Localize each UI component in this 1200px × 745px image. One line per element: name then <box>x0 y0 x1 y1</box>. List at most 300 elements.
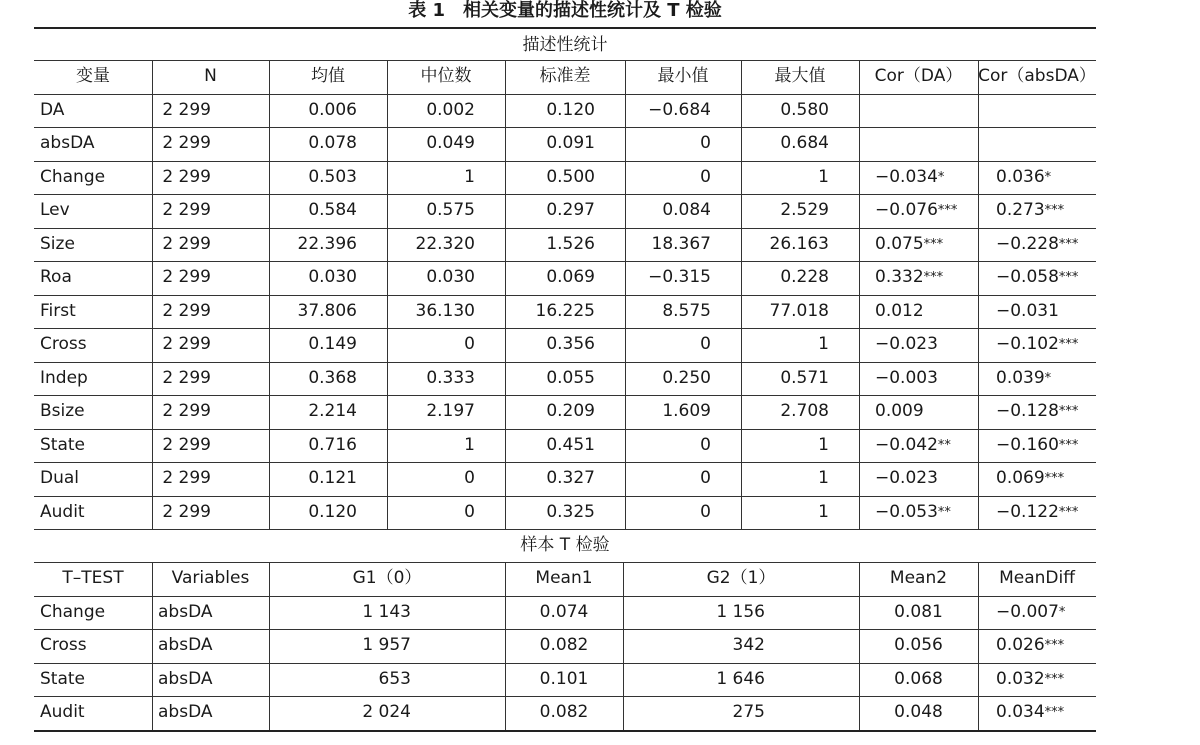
ttest-cell-mean2 <box>859 629 978 663</box>
ttest-header-cell-value: Mean2 <box>889 568 948 588</box>
desc-cell-cor-absda <box>996 496 1096 530</box>
desc-header-cell <box>269 60 387 94</box>
desc-cell-mean <box>269 161 357 195</box>
ttest-header-cell-value: T–TEST <box>62 568 124 588</box>
desc-header-cell <box>34 60 152 94</box>
desc-cell-n <box>152 362 211 396</box>
ttest-cell-g2 <box>623 629 765 663</box>
desc-cell-cor-da-value: −0.034 <box>875 166 938 187</box>
desc-cell-cor-absda <box>996 127 1096 161</box>
desc-cell-max-value: 0.228 <box>780 267 829 287</box>
desc-row-label-value: Cross <box>40 334 87 354</box>
desc-cell-n-value: 2 299 <box>162 267 211 287</box>
desc-cell-n <box>152 228 211 262</box>
desc-cell-mean-value: 0.030 <box>308 267 357 287</box>
significance-stars: ** <box>937 437 951 453</box>
desc-row-label-value: Lev <box>40 200 70 220</box>
rule-ttest-column <box>505 562 506 730</box>
desc-cell-min <box>625 194 711 228</box>
desc-cell-cor-da <box>875 161 978 195</box>
rule-desc-column <box>625 60 626 529</box>
desc-cell-mean-value: 2.214 <box>308 401 357 421</box>
desc-row-label <box>40 261 152 295</box>
desc-cell-median <box>387 429 475 463</box>
significance-stars: * <box>1044 169 1052 185</box>
desc-cell-cor-absda <box>996 194 1096 228</box>
desc-cell-cor-da-value: −0.023 <box>875 468 938 488</box>
ttest-cell-mean1-value: 0.074 <box>539 601 589 622</box>
desc-cell-cor-da <box>875 462 978 496</box>
significance-stars: *** <box>923 270 944 285</box>
desc-row-label <box>40 94 152 128</box>
desc-cell-n <box>152 295 211 329</box>
desc-cell-cor-da-value: 0.332 <box>875 267 924 287</box>
desc-cell-max-value: 0.571 <box>780 367 829 388</box>
desc-cell-sd <box>505 328 595 362</box>
desc-cell-n <box>152 395 211 429</box>
desc-cell-mean-value: 0.078 <box>308 133 357 153</box>
desc-cell-sd <box>505 429 595 463</box>
desc-cell-median <box>387 261 475 295</box>
desc-cell-n-value: 2 299 <box>162 367 211 388</box>
ttest-header-cell <box>505 562 623 596</box>
desc-cell-mean-value: 0.368 <box>308 367 357 388</box>
rule-ttest-column <box>269 562 270 730</box>
desc-row-label <box>40 496 152 530</box>
significance-stars: *** <box>1058 337 1079 352</box>
desc-row-label <box>40 127 152 161</box>
desc-cell-cor-da <box>875 362 978 396</box>
desc-cell-mean-value: 0.584 <box>308 200 357 220</box>
desc-cell-n <box>152 127 211 161</box>
desc-cell-n <box>152 161 211 195</box>
desc-cell-median <box>387 328 475 362</box>
desc-cell-n <box>152 496 211 530</box>
desc-cell-sd <box>505 462 595 496</box>
desc-cell-median <box>387 295 475 329</box>
desc-header-cell <box>978 60 1096 94</box>
desc-cell-cor-absda-value: 0.036 <box>996 166 1045 187</box>
desc-cell-median-value: 0 <box>464 501 475 522</box>
significance-stars: *** <box>1058 437 1079 453</box>
desc-cell-max <box>741 94 829 128</box>
ttest-header-cell <box>152 562 269 596</box>
desc-cell-cor-absda <box>996 228 1096 262</box>
ttest-cell-mean1-value: 0.082 <box>539 635 589 655</box>
ttest-cell-g2-value: 1 646 <box>716 668 765 689</box>
desc-header-cell-value: Cor（absDA） <box>978 66 1096 86</box>
desc-cell-sd <box>505 127 595 161</box>
desc-cell-cor-absda-value: −0.228 <box>996 233 1059 254</box>
ttest-cell-g2-value: 1 156 <box>716 601 765 622</box>
desc-header-cell <box>741 60 859 94</box>
desc-cell-median <box>387 395 475 429</box>
desc-row-label <box>40 194 152 228</box>
desc-cell-median-value: 0.333 <box>426 367 475 388</box>
desc-cell-sd <box>505 295 595 329</box>
desc-cell-cor-da <box>875 429 978 463</box>
ttest-cell-var <box>158 696 269 730</box>
desc-cell-mean-value: 0.503 <box>308 166 357 187</box>
rule-desc-column <box>741 60 742 529</box>
desc-cell-median <box>387 362 475 396</box>
desc-cell-max <box>741 127 829 161</box>
ttest-cell-test-value: Change <box>40 601 106 622</box>
desc-header-cell <box>859 60 978 94</box>
ttest-cell-mean1 <box>505 696 623 730</box>
desc-cell-sd-value: 0.069 <box>546 267 595 287</box>
desc-row-label-value: Indep <box>40 367 88 388</box>
desc-cell-cor-da <box>875 496 978 530</box>
ttest-cell-var-value: absDA <box>158 702 213 722</box>
desc-cell-max-value: 1 <box>818 468 829 488</box>
rule-ttest-column <box>623 562 624 730</box>
desc-cell-max <box>741 194 829 228</box>
ttest-cell-g1-value: 2 024 <box>362 702 411 722</box>
desc-cell-max-value: 1 <box>818 434 829 455</box>
desc-cell-min-value: 0 <box>700 133 711 153</box>
desc-row-label-value: Bsize <box>40 401 85 421</box>
desc-row-label-value: Size <box>40 233 75 254</box>
desc-cell-median-value: 36.130 <box>415 300 475 321</box>
desc-cell-cor-da <box>875 194 978 228</box>
ttest-cell-test <box>40 663 152 697</box>
ttest-header-cell <box>978 562 1096 596</box>
section-title-descriptive: 描述性统计 <box>522 35 608 55</box>
significance-stars: *** <box>1058 504 1079 520</box>
significance-stars: ** <box>937 504 951 520</box>
desc-cell-n-value: 2 299 <box>162 200 211 220</box>
desc-cell-mean <box>269 362 357 396</box>
desc-cell-n-value: 2 299 <box>162 133 211 153</box>
desc-cell-mean <box>269 194 357 228</box>
desc-cell-median-value: 0 <box>464 468 475 488</box>
desc-cell-min-value: −0.315 <box>648 267 711 287</box>
ttest-cell-g1 <box>269 696 411 730</box>
desc-cell-min <box>625 462 711 496</box>
ttest-cell-test-value: Audit <box>40 702 85 722</box>
significance-stars: *** <box>923 236 944 252</box>
desc-cell-cor-da-value: 0.012 <box>875 300 924 321</box>
desc-cell-cor-absda-value: 0.069 <box>996 468 1045 488</box>
desc-cell-max <box>741 395 829 429</box>
desc-cell-median-value: 1 <box>464 166 475 187</box>
desc-header-cell <box>387 60 505 94</box>
desc-cell-cor-absda <box>996 429 1096 463</box>
desc-header-cell-value: 最大值 <box>774 66 826 86</box>
rule-ttest-column <box>152 562 153 730</box>
desc-header-cell-value: 均值 <box>311 66 345 86</box>
desc-cell-cor-absda-value: 0.273 <box>996 200 1045 220</box>
desc-row-label-value: First <box>40 300 76 321</box>
table-title: 表 1 相关变量的描述性统计及 T 检验 <box>408 0 722 21</box>
desc-cell-max <box>741 261 829 295</box>
ttest-cell-mean1 <box>505 629 623 663</box>
desc-cell-mean <box>269 295 357 329</box>
desc-cell-min <box>625 362 711 396</box>
ttest-cell-diff <box>996 696 1096 730</box>
desc-cell-sd-value: 0.091 <box>546 133 595 153</box>
desc-cell-cor-da-value: −0.053 <box>875 501 938 522</box>
desc-cell-sd-value: 0.451 <box>546 434 595 455</box>
desc-cell-sd-value: 1.526 <box>546 233 595 254</box>
rule-ttest-column <box>978 562 979 730</box>
desc-cell-n-value: 2 299 <box>162 501 211 522</box>
ttest-cell-g2-value: 342 <box>732 635 765 655</box>
desc-cell-max-value: 0.684 <box>780 133 829 153</box>
desc-cell-mean <box>269 228 357 262</box>
desc-cell-cor-absda <box>996 462 1096 496</box>
desc-cell-mean-value: 22.396 <box>297 233 357 254</box>
desc-cell-min <box>625 261 711 295</box>
significance-stars: * <box>937 169 945 185</box>
desc-cell-cor-absda-value: −0.058 <box>996 267 1059 287</box>
desc-cell-n <box>152 462 211 496</box>
ttest-cell-g1-value: 1 957 <box>362 635 411 655</box>
desc-cell-cor-absda <box>996 161 1096 195</box>
desc-cell-median-value: 0 <box>464 334 475 354</box>
desc-cell-mean <box>269 429 357 463</box>
desc-cell-min <box>625 228 711 262</box>
rule-desc-column <box>387 60 388 529</box>
desc-cell-cor-da <box>875 228 978 262</box>
desc-cell-n <box>152 194 211 228</box>
ttest-cell-test <box>40 596 152 630</box>
desc-cell-cor-da <box>875 127 978 161</box>
desc-cell-min-value: 0 <box>700 434 711 455</box>
ttest-cell-mean2-value: 0.081 <box>894 601 943 622</box>
desc-cell-max <box>741 228 829 262</box>
desc-cell-min-value: 0 <box>700 166 711 187</box>
desc-cell-mean <box>269 328 357 362</box>
desc-cell-min <box>625 295 711 329</box>
desc-cell-sd-value: 0.500 <box>546 166 595 187</box>
desc-cell-mean-value: 0.121 <box>308 468 357 488</box>
desc-cell-mean-value: 37.806 <box>297 300 357 321</box>
desc-cell-max <box>741 328 829 362</box>
ttest-cell-g2 <box>623 596 765 630</box>
desc-cell-median-value: 2.197 <box>426 401 475 421</box>
ttest-cell-var <box>158 596 269 630</box>
significance-stars: * <box>1044 370 1052 386</box>
significance-stars: * <box>1058 604 1066 620</box>
desc-header-cell-value: 中位数 <box>420 66 472 86</box>
desc-cell-cor-da <box>875 395 978 429</box>
ttest-cell-diff-value: 0.034 <box>996 702 1045 722</box>
significance-stars: *** <box>1058 236 1079 252</box>
section-title-ttest: 样本 T 检验 <box>520 535 610 555</box>
desc-cell-min <box>625 94 711 128</box>
desc-cell-median <box>387 194 475 228</box>
ttest-cell-mean2-value: 0.056 <box>894 635 943 655</box>
desc-cell-mean-value: 0.120 <box>308 501 357 522</box>
desc-cell-n <box>152 429 211 463</box>
desc-row-label-value: State <box>40 434 85 455</box>
desc-cell-cor-absda-value: −0.102 <box>996 334 1059 354</box>
desc-cell-min-value: 18.367 <box>651 233 711 254</box>
desc-cell-cor-da <box>875 261 978 295</box>
rule-desc-column <box>269 60 270 529</box>
ttest-cell-var-value: absDA <box>158 635 213 655</box>
ttest-header-cell <box>623 562 859 596</box>
ttest-cell-g2-value: 275 <box>732 702 765 722</box>
ttest-cell-test-value: Cross <box>40 635 87 655</box>
rule-ttest-column <box>859 562 860 730</box>
desc-cell-median <box>387 161 475 195</box>
desc-cell-max <box>741 161 829 195</box>
desc-cell-sd <box>505 261 595 295</box>
desc-cell-sd-value: 0.297 <box>546 200 595 220</box>
ttest-cell-var-value: absDA <box>158 601 213 622</box>
desc-cell-mean <box>269 462 357 496</box>
desc-cell-n <box>152 94 211 128</box>
significance-stars: *** <box>1044 471 1065 486</box>
desc-cell-n-value: 2 299 <box>162 233 211 254</box>
desc-cell-max <box>741 295 829 329</box>
desc-cell-min-value: 1.609 <box>662 401 711 421</box>
ttest-cell-g1 <box>269 596 411 630</box>
ttest-header-cell-value: MeanDiff <box>999 568 1075 588</box>
desc-row-label-value: Dual <box>40 468 80 488</box>
rule-ttest-row <box>34 730 1096 732</box>
desc-cell-max-value: 2.529 <box>780 200 829 220</box>
desc-header-cell <box>505 60 625 94</box>
desc-cell-sd-value: 0.209 <box>546 401 595 421</box>
ttest-header-cell <box>34 562 152 596</box>
desc-cell-cor-absda <box>996 261 1096 295</box>
ttest-cell-test <box>40 629 152 663</box>
desc-cell-mean <box>269 127 357 161</box>
desc-row-label-value: Roa <box>40 267 72 287</box>
desc-cell-n-value: 2 299 <box>162 434 211 455</box>
desc-cell-max <box>741 362 829 396</box>
desc-cell-max <box>741 429 829 463</box>
desc-cell-sd-value: 0.356 <box>546 334 595 354</box>
ttest-header-cell <box>859 562 978 596</box>
desc-cell-cor-absda-value: −0.122 <box>996 501 1059 522</box>
ttest-cell-diff <box>996 663 1096 697</box>
desc-cell-median-value: 0.575 <box>426 200 475 220</box>
desc-cell-min-value: 0.084 <box>662 200 711 220</box>
desc-header-cell-value: 变量 <box>76 66 110 86</box>
desc-row-label <box>40 295 152 329</box>
desc-row-label <box>40 395 152 429</box>
ttest-cell-diff-value: 0.026 <box>996 635 1045 655</box>
rule-desc-column <box>152 60 153 529</box>
desc-cell-cor-absda-value: −0.128 <box>996 401 1059 421</box>
rule-top <box>34 27 1096 29</box>
significance-stars: *** <box>1058 270 1079 285</box>
desc-cell-max-value: 2.708 <box>780 401 829 421</box>
desc-cell-min <box>625 161 711 195</box>
desc-cell-cor-da-value: −0.003 <box>875 367 938 388</box>
desc-cell-n-value: 2 299 <box>162 99 211 120</box>
significance-stars: *** <box>1044 638 1065 653</box>
desc-cell-n-value: 2 299 <box>162 300 211 321</box>
desc-cell-mean <box>269 261 357 295</box>
desc-cell-sd-value: 0.325 <box>546 501 595 522</box>
desc-cell-min <box>625 429 711 463</box>
desc-cell-cor-absda-value: −0.160 <box>996 434 1059 455</box>
desc-cell-cor-da-value: 0.009 <box>875 401 924 421</box>
ttest-cell-g2 <box>623 663 765 697</box>
desc-row-label <box>40 228 152 262</box>
desc-cell-sd <box>505 362 595 396</box>
ttest-header-cell-value: G1（0） <box>352 568 422 588</box>
rule-desc-row <box>34 529 1096 530</box>
desc-cell-median-value: 1 <box>464 434 475 455</box>
desc-cell-sd-value: 16.225 <box>535 300 595 321</box>
desc-cell-sd-value: 0.327 <box>546 468 595 488</box>
desc-cell-min <box>625 496 711 530</box>
ttest-cell-var <box>158 629 269 663</box>
ttest-header-cell-value: Variables <box>171 568 250 588</box>
desc-cell-sd <box>505 161 595 195</box>
desc-cell-n-value: 2 299 <box>162 334 211 354</box>
desc-cell-sd <box>505 194 595 228</box>
ttest-header-cell <box>269 562 505 596</box>
desc-cell-min <box>625 395 711 429</box>
desc-cell-cor-absda-value: −0.031 <box>996 300 1059 321</box>
desc-cell-n <box>152 261 211 295</box>
significance-stars: *** <box>1044 203 1065 218</box>
desc-cell-n <box>152 328 211 362</box>
desc-header-cell <box>152 60 269 94</box>
desc-cell-max <box>741 462 829 496</box>
significance-stars: *** <box>1058 404 1079 419</box>
desc-cell-cor-absda <box>996 362 1096 396</box>
desc-cell-mean-value: 0.006 <box>308 99 357 120</box>
ttest-cell-mean1-value: 0.082 <box>539 702 589 722</box>
desc-cell-min <box>625 328 711 362</box>
desc-cell-median <box>387 94 475 128</box>
desc-cell-cor-da <box>875 328 978 362</box>
desc-cell-mean <box>269 94 357 128</box>
desc-row-label-value: Audit <box>40 501 85 522</box>
desc-cell-sd <box>505 228 595 262</box>
desc-cell-cor-absda <box>996 94 1096 128</box>
ttest-cell-g1-value: 1 143 <box>362 601 411 622</box>
ttest-header-cell-value: Mean1 <box>535 568 593 588</box>
desc-header-cell-value: 最小值 <box>657 66 709 86</box>
desc-cell-median-value: 0.030 <box>426 267 475 287</box>
desc-cell-sd-value: 0.055 <box>546 367 595 388</box>
desc-cell-cor-da-value: 0.075 <box>875 233 924 254</box>
ttest-cell-g1 <box>269 629 411 663</box>
desc-header-cell <box>625 60 741 94</box>
desc-row-label <box>40 328 152 362</box>
desc-row-label <box>40 429 152 463</box>
desc-cell-cor-absda-value: 0.039 <box>996 367 1045 388</box>
desc-cell-mean <box>269 395 357 429</box>
desc-cell-median <box>387 496 475 530</box>
desc-cell-max-value: 26.163 <box>769 233 829 254</box>
desc-cell-cor-da <box>875 94 978 128</box>
desc-row-label <box>40 362 152 396</box>
desc-cell-n-value: 2 299 <box>162 468 211 488</box>
ttest-cell-var-value: absDA <box>158 668 213 689</box>
desc-cell-sd <box>505 395 595 429</box>
ttest-cell-g2 <box>623 696 765 730</box>
desc-cell-mean-value: 0.149 <box>308 334 357 354</box>
desc-cell-median <box>387 228 475 262</box>
desc-cell-min-value: 0 <box>700 501 711 522</box>
desc-cell-median <box>387 127 475 161</box>
ttest-cell-mean2-value: 0.068 <box>894 668 943 689</box>
desc-cell-n-value: 2 299 <box>162 166 211 187</box>
rule-desc-column <box>505 60 506 529</box>
ttest-cell-mean2 <box>859 663 978 697</box>
